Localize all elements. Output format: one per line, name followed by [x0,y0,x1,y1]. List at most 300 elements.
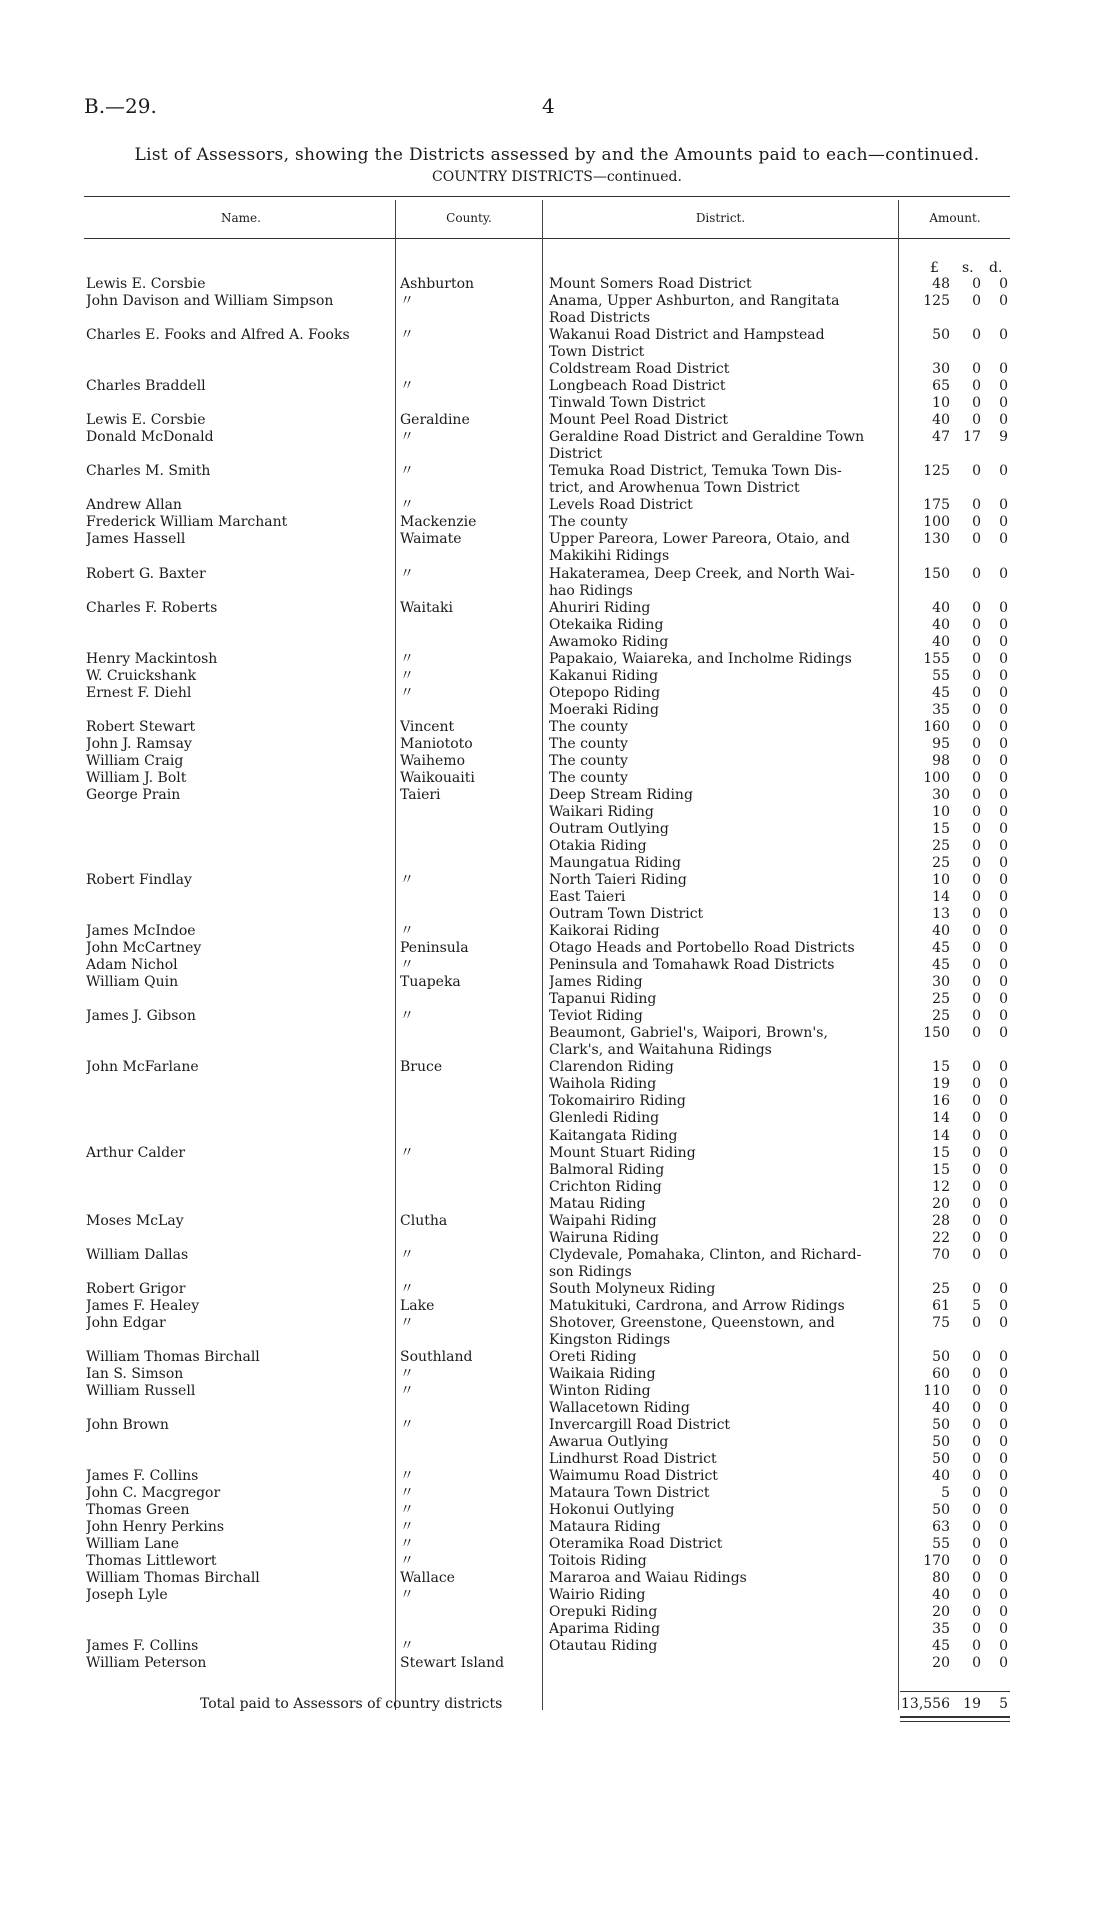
amount-pence: 0 [999,702,1008,718]
county-name: Geraldine [400,412,470,428]
amount-pence: 0 [999,770,1008,786]
amount-pence: 0 [999,651,1008,667]
amount-pounds: 95 [932,736,950,752]
table-row [0,1349,1114,1366]
county-name: 〃 [400,1247,414,1263]
table-row [0,583,1114,600]
county-name: Peninsula [400,940,469,956]
table-row [0,1230,1114,1247]
amount-shillings: 0 [972,514,981,530]
assessor-name: James McIndoe [86,923,196,939]
amount-pounds: 65 [932,378,950,394]
amount-pence: 0 [999,276,1008,292]
amount-pounds: 100 [923,514,950,530]
table-row [0,1196,1114,1213]
amount-shillings: 0 [972,1417,981,1433]
county-name: 〃 [400,429,414,445]
assessor-name: Andrew Allan [86,497,182,513]
amount-pounds: 10 [932,395,950,411]
amount-shillings: 0 [972,1196,981,1212]
district-name: Geraldine Road District and Geraldine Town [549,429,865,445]
amount-pence: 0 [999,974,1008,990]
amount-pence: 0 [999,1366,1008,1382]
table-row [0,344,1114,361]
district-name: Upper Pareora, Lower Pareora, Otaio, and [549,531,850,547]
district-name: South Molyneux Riding [549,1281,716,1297]
table-row [0,1451,1114,1468]
assessor-name: Charles F. Roberts [86,600,218,616]
amount-pounds: 40 [932,1400,950,1416]
table-row [0,1264,1114,1281]
table-row [0,1434,1114,1451]
assessor-name: Thomas Green [86,1502,190,1518]
table-top-rule [84,196,1010,197]
table-row [0,685,1114,702]
amount-pence: 0 [999,1417,1008,1433]
amount-pounds: 25 [932,1008,950,1024]
table-row [0,1315,1114,1332]
amount-pence: 0 [999,1655,1008,1671]
amount-pence: 0 [999,906,1008,922]
amount-pounds: 110 [923,1383,950,1399]
district-name: Balmoral Riding [549,1162,665,1178]
amount-pence: 0 [999,361,1008,377]
assessor-name: Arthur Calder [86,1145,186,1161]
assessor-name: William Peterson [86,1655,207,1671]
amount-pounds: 48 [932,276,950,292]
amount-shillings: 0 [972,872,981,888]
district-name: Kingston Ridings [549,1332,671,1348]
amount-pence: 0 [999,1093,1008,1109]
amount-shillings: 0 [972,974,981,990]
county-name: 〃 [400,1366,414,1382]
assessor-name: Moses McLay [86,1213,184,1229]
amount-shillings: 0 [972,1145,981,1161]
amount-pounds: 60 [932,1366,950,1382]
county-name: 〃 [400,1519,414,1535]
amount-pence: 0 [999,600,1008,616]
assessor-name: William Quin [86,974,179,990]
table-row [0,634,1114,651]
amount-pence: 0 [999,327,1008,343]
table-row [0,668,1114,685]
amount-shillings: 0 [972,1162,981,1178]
table-row [0,855,1114,872]
assessor-name: Robert Grigor [86,1281,186,1297]
amount-pence: 9 [999,429,1008,445]
table-row [0,1179,1114,1196]
assessor-name: Joseph Lyle [86,1587,168,1603]
district-name: Clarendon Riding [549,1059,674,1075]
district-name: Otepopo Riding [549,685,661,701]
table-row [0,1025,1114,1042]
amount-shillings: 0 [972,1485,981,1501]
amount-pounds: 28 [932,1213,950,1229]
amount-pounds: 45 [932,685,950,701]
amount-pounds: 14 [932,889,950,905]
amount-pounds: 50 [932,1417,950,1433]
county-name: 〃 [400,293,414,309]
table-row [0,1587,1114,1604]
header-bottom-rule [84,238,1010,239]
district-name: Oreti Riding [549,1349,637,1365]
district-name: Tokomairiro Riding [549,1093,686,1109]
district-name: The county [549,770,628,786]
amount-pounds: 20 [932,1196,950,1212]
amount-pounds: 25 [932,1281,950,1297]
district-name: Hakateramea, Deep Creek, and North Wai- [549,566,855,582]
amount-pence: 0 [999,412,1008,428]
district-name: Outram Town District [549,906,704,922]
total-label: Total paid to Assessors of country districts [200,1696,503,1712]
county-name: 〃 [400,668,414,684]
assessor-name: Adam Nichol [86,957,178,973]
district-name: Wallacetown Riding [549,1400,690,1416]
assessor-name: John Brown [86,1417,169,1433]
county-name: Waihemo [400,753,466,769]
amount-pence: 0 [999,855,1008,871]
table-row [0,1570,1114,1587]
amount-pence: 0 [999,463,1008,479]
assessor-name: Robert G. Baxter [86,566,206,582]
table-row [0,1298,1114,1315]
county-name: 〃 [400,1145,414,1161]
district-name: Mararoa and Waiau Ridings [549,1570,747,1586]
assessor-name: William Dallas [86,1247,189,1263]
district-name: Wairuna Riding [549,1230,659,1246]
amount-shillings: 0 [972,1553,981,1569]
district-name: Aparima Riding [549,1621,661,1637]
amount-pence: 0 [999,1213,1008,1229]
table-row [0,276,1114,293]
table-row [0,957,1114,974]
amount-pence: 0 [999,1485,1008,1501]
district-name: District [549,446,603,462]
district-name: Waikari Riding [549,804,654,820]
table-row [0,1621,1114,1638]
table-row [0,293,1114,310]
amount-shillings: 0 [972,838,981,854]
amount-shillings: 0 [972,991,981,1007]
amount-pounds: 125 [923,463,950,479]
county-name: 〃 [400,1553,414,1569]
total-pence: 5 [999,1696,1008,1712]
table-row [0,446,1114,463]
amount-shillings: 0 [972,685,981,701]
assessor-name: William Russell [86,1383,196,1399]
district-name: Matukituki, Cardrona, and Arrow Ridings [549,1298,845,1314]
amount-pence: 0 [999,1128,1008,1144]
county-name: 〃 [400,872,414,888]
amount-pounds: 25 [932,838,950,854]
amount-shillings: 0 [972,1383,981,1399]
assessor-name: Robert Findlay [86,872,192,888]
amount-shillings: 0 [972,1349,981,1365]
district-name: Clydevale, Pomahaka, Clinton, and Richard- [549,1247,862,1263]
amount-pounds: 98 [932,753,950,769]
table-row [0,327,1114,344]
amount-pounds: 50 [932,327,950,343]
table-row [0,566,1114,583]
table-row [0,804,1114,821]
amount-pence: 0 [999,1059,1008,1075]
district-name: Otakia Riding [549,838,647,854]
county-name: Waitaki [400,600,453,616]
assessor-name: John Davison and William Simpson [86,293,334,309]
amount-pence: 0 [999,395,1008,411]
amount-shillings: 0 [972,719,981,735]
table-row [0,1076,1114,1093]
amount-pence: 0 [999,1196,1008,1212]
district-name: Deep Stream Riding [549,787,693,803]
amount-pounds: 80 [932,1570,950,1586]
shillings-symbol: s. [962,260,974,276]
table-row [0,1519,1114,1536]
amount-pounds: 40 [932,617,950,633]
county-name: 〃 [400,1315,414,1331]
amount-shillings: 0 [972,276,981,292]
table-row [0,361,1114,378]
amount-pounds: 15 [932,1162,950,1178]
district-name: The county [549,514,628,530]
amount-pence: 0 [999,1604,1008,1620]
amount-shillings: 0 [972,1281,981,1297]
district-name: Mataura Town District [549,1485,710,1501]
amount-pence: 0 [999,821,1008,837]
table-row [0,974,1114,991]
county-name: Lake [400,1298,435,1314]
amount-pence: 0 [999,1587,1008,1603]
amount-shillings: 0 [972,1247,981,1263]
amount-pounds: 5 [941,1485,950,1501]
amount-pence: 0 [999,668,1008,684]
district-name: North Taieri Riding [549,872,687,888]
amount-pence: 0 [999,1638,1008,1654]
county-name: Ashburton [400,276,475,292]
amount-pence: 0 [999,617,1008,633]
amount-pence: 0 [999,1434,1008,1450]
amount-shillings: 0 [972,753,981,769]
table-row [0,787,1114,804]
county-name: Maniototo [400,736,473,752]
table-row [0,1093,1114,1110]
amount-pence: 0 [999,1076,1008,1092]
amount-shillings: 0 [972,1213,981,1229]
amount-pounds: 170 [923,1553,950,1569]
county-name: 〃 [400,1502,414,1518]
amount-shillings: 0 [972,361,981,377]
county-name: 〃 [400,1536,414,1552]
amount-pounds: 160 [923,719,950,735]
table-row [0,1281,1114,1298]
column-header-county: County. [446,211,492,225]
table-row [0,480,1114,497]
table-row [0,463,1114,480]
assessor-name: John C. Macgregor [86,1485,221,1501]
amount-pence: 0 [999,1536,1008,1552]
district-name: Tinwald Town District [549,395,706,411]
district-name: Waikaia Riding [549,1366,656,1382]
district-name: Maungatua Riding [549,855,681,871]
assessor-name: James J. Gibson [86,1008,196,1024]
district-name: Beaumont, Gabriel's, Waipori, Brown's, [549,1025,828,1041]
district-name: Coldstream Road District [549,361,730,377]
table-row [0,378,1114,395]
total-double-rule-1 [900,1716,1010,1718]
total-double-rule-2 [900,1721,1010,1722]
district-name: Otautau Riding [549,1638,658,1654]
county-name: Waikouaiti [400,770,475,786]
amount-pounds: 63 [932,1519,950,1535]
assessor-name: James F. Healey [86,1298,200,1314]
county-name: 〃 [400,957,414,973]
table-row [0,940,1114,957]
amount-pounds: 50 [932,1434,950,1450]
table-row [0,770,1114,787]
assessor-name: Charles Braddell [86,378,206,394]
amount-shillings: 0 [972,395,981,411]
table-row [0,429,1114,446]
amount-pence: 0 [999,634,1008,650]
assessor-name: John McCartney [86,940,202,956]
district-name: The county [549,719,628,735]
amount-pence: 0 [999,889,1008,905]
amount-pounds: 150 [923,566,950,582]
amount-shillings: 0 [972,651,981,667]
amount-shillings: 0 [972,1230,981,1246]
district-name: Mount Stuart Riding [549,1145,696,1161]
amount-pounds: 40 [932,412,950,428]
amount-pounds: 55 [932,668,950,684]
amount-shillings: 0 [972,1570,981,1586]
amount-pence: 0 [999,293,1008,309]
amount-pounds: 10 [932,872,950,888]
assessor-name: Ernest F. Diehl [86,685,192,701]
amount-shillings: 0 [972,1502,981,1518]
total-pounds: 13,556 [901,1696,950,1712]
amount-shillings: 0 [972,1621,981,1637]
amount-shillings: 0 [972,1110,981,1126]
amount-shillings: 0 [972,804,981,820]
table-row [0,1604,1114,1621]
district-name: Awamoko Riding [549,634,669,650]
district-name: Wakanui Road District and Hampstead [549,327,825,343]
amount-pence: 0 [999,1570,1008,1586]
table-row [0,617,1114,634]
county-name: Wallace [400,1570,455,1586]
amount-pence: 0 [999,1451,1008,1467]
district-name: Orepuki Riding [549,1604,658,1620]
amount-pounds: 22 [932,1230,950,1246]
assessor-name: James F. Collins [86,1468,199,1484]
assessor-name: Lewis E. Corsbie [86,412,206,428]
amount-shillings: 0 [972,1179,981,1195]
assessor-name: William J. Bolt [86,770,187,786]
amount-pounds: 14 [932,1110,950,1126]
amount-pounds: 61 [932,1298,950,1314]
amount-pounds: 20 [932,1604,950,1620]
amount-shillings: 0 [972,531,981,547]
document-reference: B.—29. [84,94,157,118]
assessor-name: George Prain [86,787,181,803]
county-name: Vincent [400,719,455,735]
amount-pounds: 75 [932,1315,950,1331]
county-name: 〃 [400,1417,414,1433]
amount-pence: 0 [999,736,1008,752]
amount-pence: 0 [999,497,1008,513]
amount-pence: 0 [999,1162,1008,1178]
amount-shillings: 0 [972,1093,981,1109]
amount-pounds: 45 [932,1638,950,1654]
district-name: Wairio Riding [549,1587,646,1603]
amount-shillings: 0 [972,1519,981,1535]
amount-shillings: 0 [972,668,981,684]
amount-shillings: 0 [972,497,981,513]
county-name: Stewart Island [400,1655,505,1671]
amount-pounds: 13 [932,906,950,922]
district-name: Clark's, and Waitahuna Ridings [549,1042,772,1058]
district-name: Crichton Riding [549,1179,662,1195]
table-row [0,310,1114,327]
table-row [0,514,1114,531]
table-row [0,1059,1114,1076]
district-name: Winton Riding [549,1383,651,1399]
assessor-name: William Craig [86,753,184,769]
amount-pounds: 100 [923,770,950,786]
table-row [0,1213,1114,1230]
assessor-name: John McFarlane [86,1059,199,1075]
amount-pence: 0 [999,719,1008,735]
table-row [0,1417,1114,1434]
assessor-name: Charles M. Smith [86,463,211,479]
amount-shillings: 0 [972,906,981,922]
district-name: son Ridings [549,1264,632,1280]
district-name: Levels Road District [549,497,693,513]
district-name: Toitois Riding [549,1553,647,1569]
district-name: Peninsula and Tomahawk Road Districts [549,957,835,973]
county-name: Clutha [400,1213,448,1229]
amount-pence: 0 [999,1502,1008,1518]
table-row [0,838,1114,855]
amount-pounds: 40 [932,1468,950,1484]
district-name: Matau Riding [549,1196,646,1212]
amount-shillings: 0 [972,889,981,905]
amount-pence: 0 [999,1145,1008,1161]
amount-shillings: 0 [972,634,981,650]
assessor-name: John Henry Perkins [86,1519,225,1535]
amount-pounds: 47 [932,429,950,445]
amount-pence: 0 [999,838,1008,854]
assessor-name: John Edgar [86,1315,166,1331]
amount-pounds: 40 [932,634,950,650]
amount-pounds: 15 [932,821,950,837]
county-name: Waimate [400,531,462,547]
assessor-name: William Thomas Birchall [86,1570,260,1586]
amount-pence: 0 [999,804,1008,820]
amount-pounds: 25 [932,855,950,871]
amount-pence: 0 [999,1621,1008,1637]
county-name: 〃 [400,497,414,513]
county-name: 〃 [400,1008,414,1024]
amount-pounds: 10 [932,804,950,820]
district-name: Road Districts [549,310,651,326]
district-name: Kaitangata Riding [549,1128,678,1144]
table-row [0,548,1114,565]
amount-shillings: 0 [972,1638,981,1654]
amount-pounds: 50 [932,1502,950,1518]
table-row [0,1366,1114,1383]
district-name: Longbeach Road District [549,378,726,394]
